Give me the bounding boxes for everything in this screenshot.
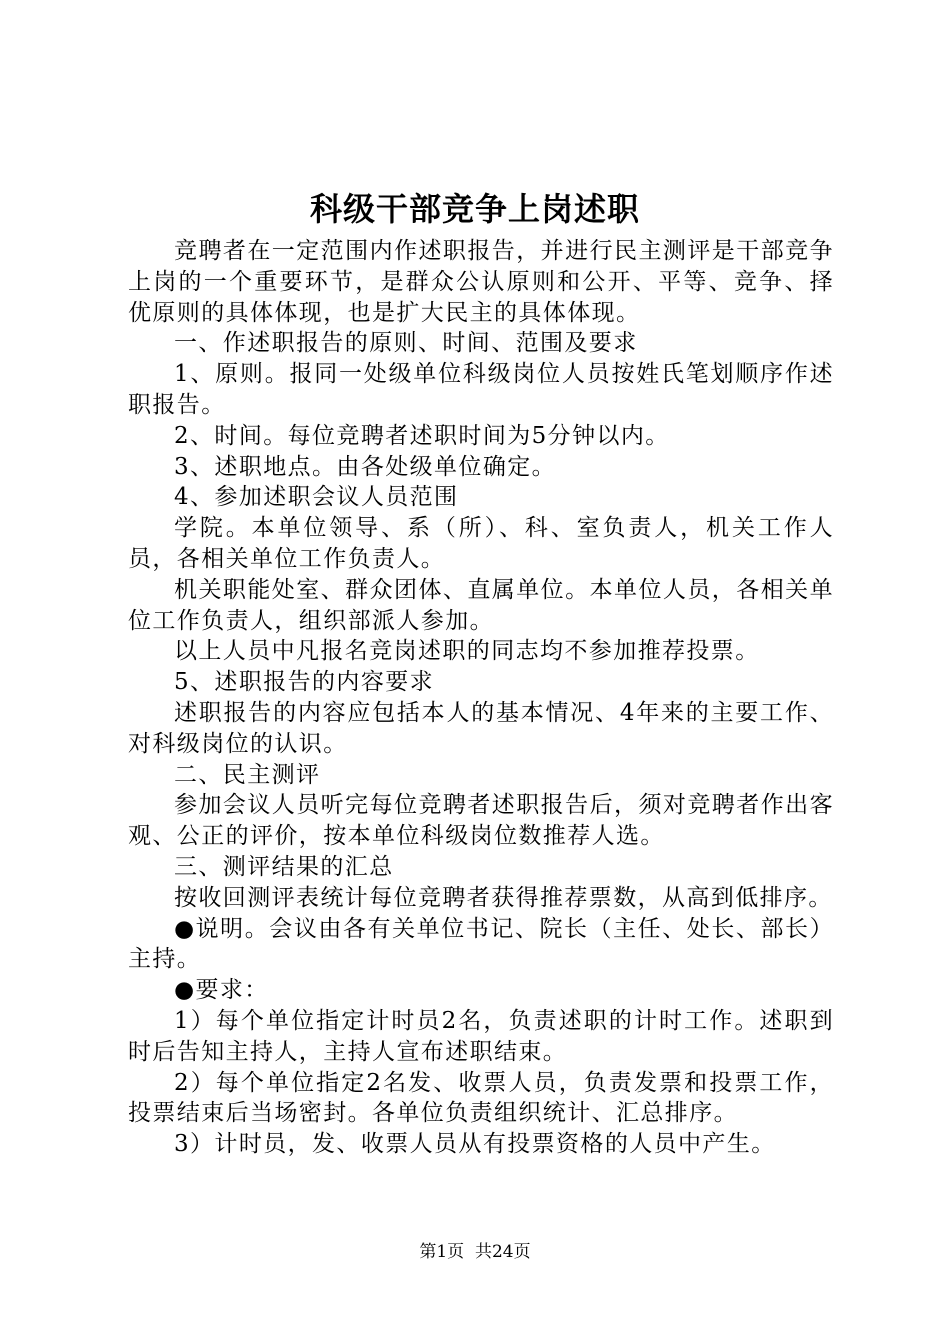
paragraph: 5、述职报告的内容要求 — [174, 669, 435, 696]
paragraph: ●说明。会议由各有关单位书记、院长（主任、处长、部长）主持。 — [128, 915, 834, 973]
paragraph: 机关职能处室、群众团体、直属单位。本单位人员，各相关单位工作负责人，组织部派人参加。 — [128, 576, 834, 634]
paragraph: 竞聘者在一定范围内作述职报告，并进行民主测评是干部竞争上岗的一个重要环节，是群众公认原则和公开、平等、竞争、择优原则的具体体现，也是扩大民主的具体体现。 — [128, 238, 834, 326]
paragraph: 4、参加述职会议人员范围 — [174, 484, 459, 511]
paragraph: 述职报告的内容应包括本人的基本情况、4年来的主要工作、对科级岗位的认识。 — [128, 699, 834, 757]
page-number: 第1页 共24页 — [419, 1242, 531, 1262]
document-title: 科级干部竞争上岗述职 — [309, 190, 640, 228]
paragraph: 以上人员中凡报名竞岗述职的同志均不参加推荐投票。 — [174, 638, 760, 665]
section-heading: 三、测评结果的汇总 — [174, 853, 394, 880]
paragraph: 参加会议人员听完每位竞聘者述职报告后，须对竞聘者作出客观、公正的评价，按本单位科级岗位数推荐人选。 — [128, 792, 834, 850]
paragraph: 3、述职地点。由各处级单位确定。 — [174, 453, 557, 480]
paragraph: ●要求： — [174, 977, 269, 1004]
document-body — [128, 236, 834, 1160]
paragraph: 按收回测评表统计每位竞聘者获得推荐票数，从高到低排序。 — [174, 884, 833, 911]
page-footer — [0, 1240, 950, 1264]
paragraph: 2、时间。每位竞聘者述职时间为5分钟以内。 — [174, 422, 670, 449]
paragraph: 3）计时员，发、收票人员从有投票资格的人员中产生。 — [174, 1131, 776, 1158]
paragraph: 学院。本单位领导、系（所）、科、室负责人，机关工作人员，各相关单位工作负责人。 — [128, 515, 834, 572]
section-heading: 一、作述职报告的原则、时间、范围及要求 — [174, 330, 638, 357]
section-heading: 二、民主测评 — [174, 761, 321, 788]
paragraph: 1、原则。报同一处级单位科级岗位人员按姓氏笔划顺序作述职报告。 — [128, 361, 834, 418]
paragraph: 1）每个单位指定计时员2名，负责述职的计时工作。述职到时后告知主持人，主持人宣布述职结束。 — [128, 1007, 834, 1065]
paragraph: 2）每个单位指定2名发、收票人员，负责发票和投票工作，投票结束后当场密封。各单位负责组织统计、汇总排序。 — [128, 1069, 834, 1127]
